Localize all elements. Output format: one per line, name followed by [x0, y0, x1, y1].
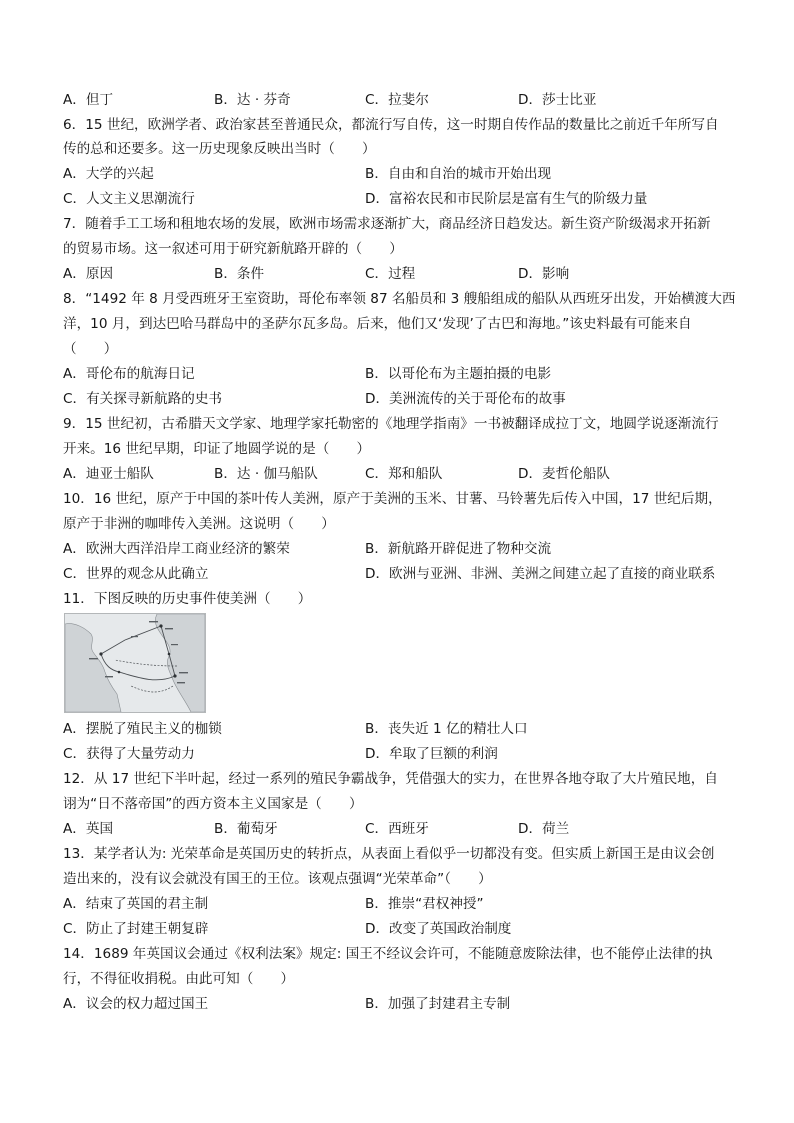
q8-stem-line-3: （ ）: [63, 341, 118, 357]
q12-option-a[interactable]: A．英国: [63, 821, 114, 837]
map-drawing: [65, 614, 205, 712]
q11-option-a[interactable]: A．摆脱了殖民主义的枷锁: [63, 721, 222, 737]
q13-option-b[interactable]: B．推崇“君权神授”: [365, 896, 484, 912]
q8-option-c[interactable]: C．有关探寻新航路的史书: [63, 391, 223, 407]
q11-option-d[interactable]: D．牟取了巨额的利润: [365, 746, 498, 762]
q7-option-d[interactable]: D．影响: [518, 266, 570, 282]
q6-stem-line-1: 6．15 世纪，欧洲学者、政治家甚至普通民众，都流行写自传，这一时期自传作品的数量比之前近千年所写自: [63, 117, 719, 133]
q14-stem-line-1: 14．1689 年英国议会通过《权利法案》规定: 国王不经议会许可，不能随意废除法律，也不能停止法律的执: [63, 946, 713, 962]
q11-option-b[interactable]: B．丧失近 1 亿的精壮人口: [365, 721, 528, 737]
q13-option-d[interactable]: D．改变了英国政治制度: [365, 921, 512, 937]
q9-option-d[interactable]: D．麦哲伦船队: [518, 466, 611, 482]
q8-option-b[interactable]: B．以哥伦布为主题拍摄的电影: [365, 366, 552, 382]
q10-option-d[interactable]: D．欧洲与亚洲、非洲、美洲之间建立起了直接的商业联系: [365, 566, 716, 582]
q7-option-c[interactable]: C．过程: [365, 266, 416, 282]
q13-option-a[interactable]: A．结束了英国的君主制: [63, 896, 209, 912]
q8-stem-line-2: 洋，10 月，到达巴哈马群岛中的圣萨尔瓦多岛。后来，他们又‘发现’了古巴和海地。”该史料最有可能来自: [63, 316, 692, 332]
q9-option-b[interactable]: B．达 · 伽马船队: [214, 466, 318, 482]
q10-option-c[interactable]: C．世界的观念从此确立: [63, 566, 209, 582]
q6-option-c[interactable]: C．人文主义思潮流行: [63, 191, 195, 207]
q13-stem-line-2: 造出来的，没有议会就没有国王的王位。该观点强调“光荣革命”（ ）: [63, 871, 492, 887]
q7-option-b[interactable]: B．条件: [214, 266, 265, 282]
triangle-trade-map-image: [64, 613, 206, 713]
q11-stem-line-1: 11．下图反映的历史事件使美洲（ ）: [63, 591, 312, 607]
q10-stem-line-1: 10．16 世纪，原产于中国的茶叶传人美洲，原产于美洲的玉米、甘薯、马铃薯先后传入中国，17 世纪后期，: [63, 491, 722, 507]
q5-option-d[interactable]: D．莎士比亚: [518, 92, 597, 108]
q12-option-b[interactable]: B．葡萄牙: [214, 821, 278, 837]
q7-option-a[interactable]: A．原因: [63, 266, 114, 282]
q12-stem-line-2: 诩为“日不落帝国”的西方资本主义国家是（ ）: [63, 796, 363, 812]
q11-option-c[interactable]: C．获得了大量劳动力: [63, 746, 195, 762]
q10-option-a[interactable]: A．欧洲大西洋沿岸工商业经济的繁荣: [63, 541, 290, 557]
q5-option-c[interactable]: C．拉斐尔: [365, 92, 429, 108]
q10-stem-line-2: 原产于非洲的咖啡传入美洲。这说明（ ）: [63, 516, 335, 532]
q9-option-c[interactable]: C．郑和船队: [365, 466, 443, 482]
q6-option-b[interactable]: B．自由和自治的城市开始出现: [365, 166, 552, 182]
q13-option-c[interactable]: C．防止了封建王朝复辟: [63, 921, 209, 937]
q14-option-b[interactable]: B．加强了封建君主专制: [365, 996, 511, 1012]
q14-option-a[interactable]: A．议会的权力超过国王: [63, 996, 209, 1012]
q12-option-d[interactable]: D．荷兰: [518, 821, 570, 837]
q12-option-c[interactable]: C．西班牙: [365, 821, 429, 837]
q8-stem-line-1: 8．“1492 年 8 月受西班牙王室资助，哥伦布率领 87 名船员和 3 艘船组成的船队从西班牙出发，开始横渡大西: [63, 291, 736, 307]
q6-option-a[interactable]: A．大学的兴起: [63, 166, 154, 182]
q10-option-b[interactable]: B．新航路开辟促进了物种交流: [365, 541, 552, 557]
q6-stem-line-2: 传的总和还要多。这一历史现象反映出当时（ ）: [63, 141, 376, 157]
q7-stem-line-1: 7．随着手工工场和租地农场的发展，欧洲市场需求逐渐扩大，商品经济日趋发达。新生资产阶级渴求开拓新: [63, 216, 711, 232]
q9-stem-line-1: 9．15 世纪初，古希腊天文学家、地理学家托勒密的《地理学指南》一书被翻译成拉丁文，地圆学说逐渐流行: [63, 416, 719, 432]
q8-option-d[interactable]: D．美洲流传的关于哥伦布的故事: [365, 391, 566, 407]
q6-option-d[interactable]: D．富裕农民和市民阶层是富有生气的阶级力量: [365, 191, 648, 207]
q13-stem-line-1: 13．某学者认为: 光荣革命是英国历史的转折点，从表面上看似乎一切都没有变。但实质上新国王是由议会创: [63, 846, 715, 862]
q8-option-a[interactable]: A．哥伦布的航海日记: [63, 366, 195, 382]
q5-option-a[interactable]: A．但丁: [63, 92, 114, 108]
q7-stem-line-2: 的贸易市场。这一叙述可用于研究新航路开辟的（ ）: [63, 241, 403, 257]
q9-option-a[interactable]: A．迪亚士船队: [63, 466, 154, 482]
q9-stem-line-2: 开来。16 世纪早期，印证了地圆学说的是（ ）: [63, 441, 371, 457]
q5-option-b[interactable]: B．达 · 芬奇: [214, 92, 291, 108]
q12-stem-line-1: 12．从 17 世纪下半叶起，经过一系列的殖民争霸战争，凭借强大的实力，在世界各地夺取了大片殖民地，自: [63, 771, 718, 787]
q14-stem-line-2: 行，不得征收捐税。由此可知（ ）: [63, 971, 295, 987]
